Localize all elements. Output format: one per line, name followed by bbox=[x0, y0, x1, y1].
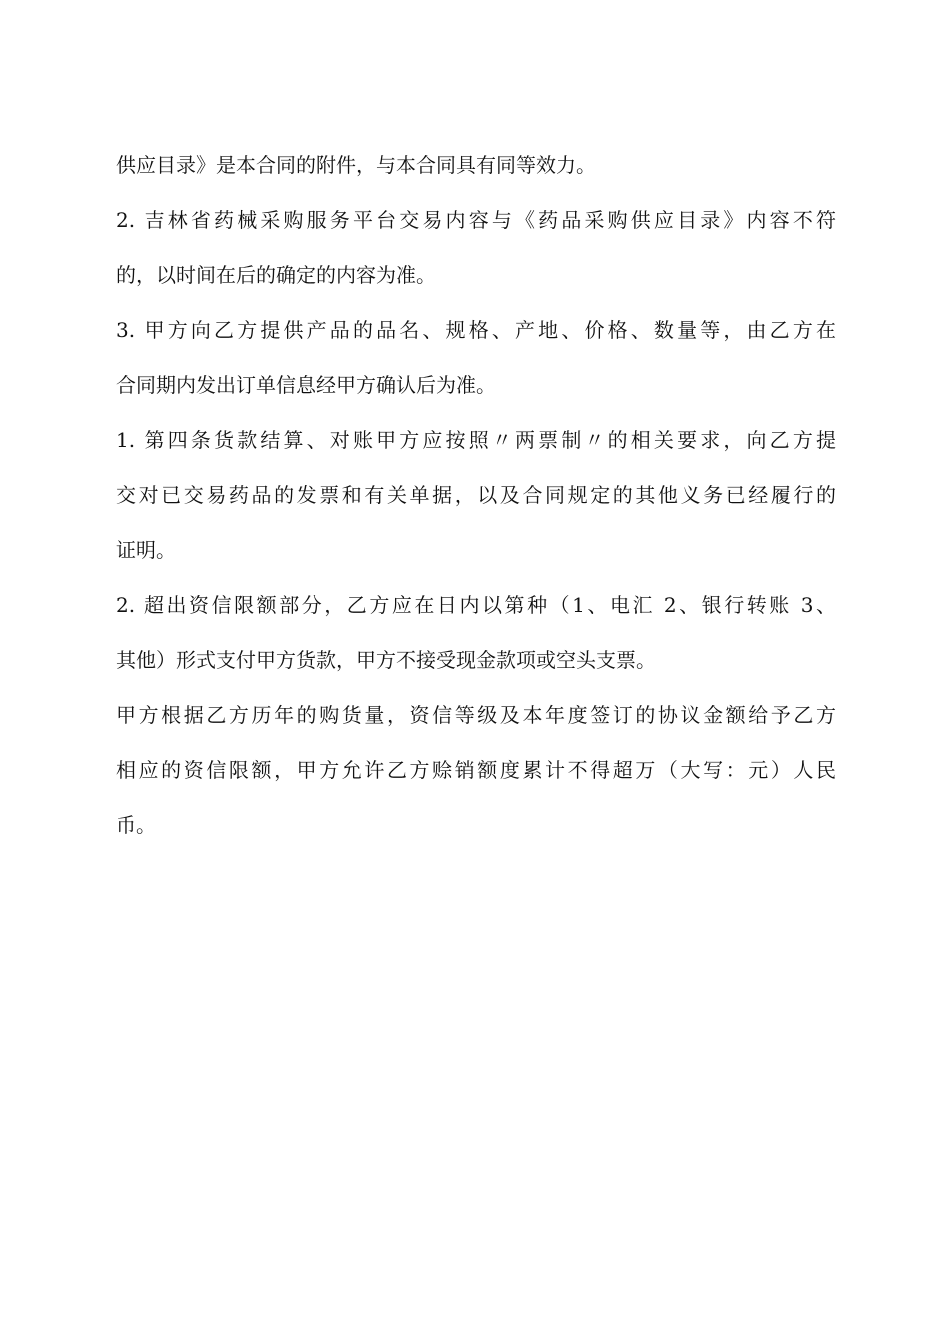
text-line: 币。 bbox=[116, 813, 156, 837]
document-body bbox=[116, 145, 836, 860]
text-line: 交对已交易药品的发票和有关单据，以及合同规定的其他义务已经履行的 bbox=[116, 483, 836, 507]
text-line: 其他）形式支付甲方货款，甲方不接受现金款项或空头支票。 bbox=[116, 648, 656, 672]
text-line: 的，以时间在后的确定的内容为准。 bbox=[116, 263, 436, 287]
text-line: 1. 第四条货款结算、对账甲方应按照〃两票制〃的相关要求，向乙方提 bbox=[116, 428, 836, 452]
text-line: 2. 吉林省药械采购服务平台交易内容与《药品采购供应目录》内容不符 bbox=[116, 208, 836, 232]
text-line: 甲方根据乙方历年的购货量，资信等级及本年度签订的协议金额给予乙方 bbox=[116, 703, 836, 727]
text-line: 2. 超出资信限额部分，乙方应在日内以第种（1、电汇 2、银行转账 3、 bbox=[116, 593, 836, 617]
text-line: 3. 甲方向乙方提供产品的品名、规格、产地、价格、数量等，由乙方在 bbox=[116, 318, 836, 342]
text-line: 证明。 bbox=[116, 538, 176, 562]
text-line: 合同期内发出订单信息经甲方确认后为准。 bbox=[116, 373, 496, 397]
text-line: 相应的资信限额，甲方允许乙方赊销额度累计不得超万（大写：元）人民 bbox=[116, 758, 836, 782]
text-line: 供应目录》是本合同的附件，与本合同具有同等效力。 bbox=[116, 153, 596, 177]
